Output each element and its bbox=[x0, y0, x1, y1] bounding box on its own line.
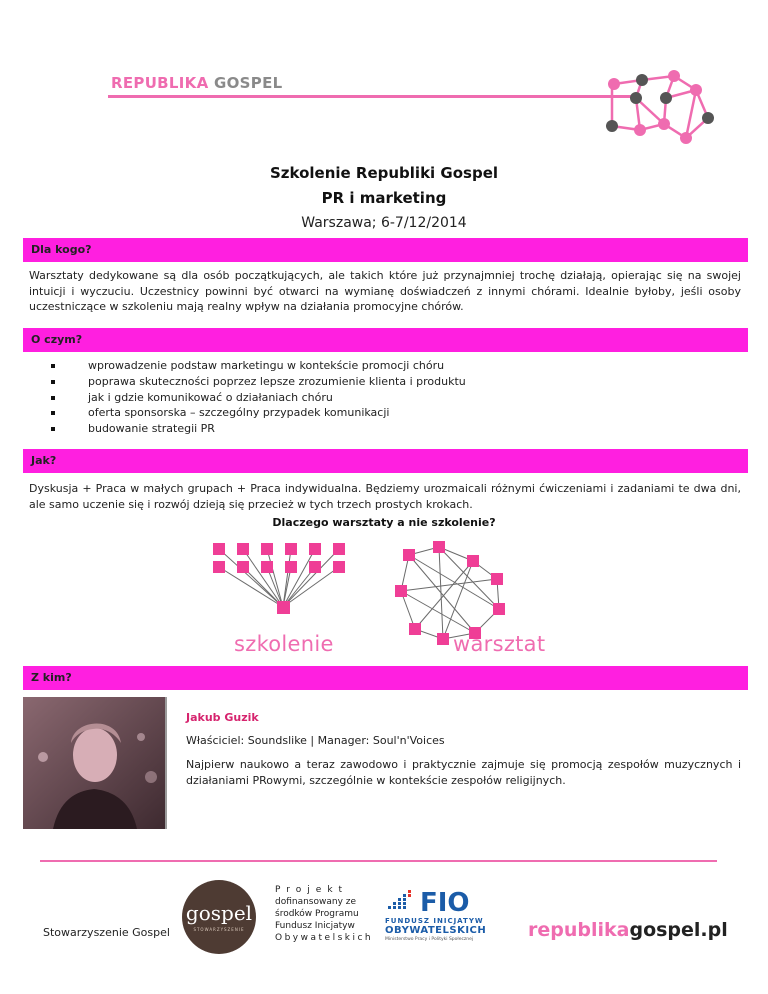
list-item: poprawa skuteczności poprzez lepsze zrozumienie klienta i produktu bbox=[48, 374, 648, 390]
list-item: budowanie strategii PR bbox=[48, 421, 648, 437]
caption-warsztat: warsztat bbox=[453, 632, 546, 656]
brand-republika: REPUBLIKA bbox=[111, 74, 209, 92]
photo-shadow bbox=[165, 697, 167, 829]
section-heading: Jak? bbox=[31, 454, 57, 467]
lecture-diagram bbox=[219, 549, 339, 607]
brand-gospel: GOSPEL bbox=[214, 74, 283, 92]
header-divider bbox=[108, 95, 636, 98]
how-text: Dyskusja + Praca w małych grupach + Praca indywidualna. Będziemy urozmaicali różnymi ćwiczeniami i zadaniami te dwa dni, ale samo uczenie się i rozwój dzieją się przecież w tych trzech prostych krokach. bbox=[29, 482, 741, 511]
person-photo-icon bbox=[23, 697, 165, 829]
gospel-logo-sub: STOWARZYSZENIE bbox=[193, 927, 245, 932]
list-item: jak i gdzie komunikować o działaniach chóru bbox=[48, 390, 648, 406]
list-item: oferta sponsorska – szczególny przypadek komunikacji bbox=[48, 405, 648, 421]
trainer-name: Jakub Guzik bbox=[186, 711, 259, 724]
section-bar-with-whom bbox=[23, 666, 748, 690]
section-bar-how bbox=[23, 449, 748, 473]
list-item: wprowadzenie podstaw marketingu w kontekście promocji chóru bbox=[48, 358, 648, 374]
trainer-photo bbox=[23, 697, 165, 829]
site-part-dark: gospel.pl bbox=[629, 919, 728, 941]
brand-name bbox=[111, 74, 282, 92]
site-part-pink: republika bbox=[528, 919, 630, 941]
page-subtitle: PR i marketing bbox=[321, 189, 447, 207]
section-heading: Dla kogo? bbox=[31, 243, 92, 256]
projekt-title: Projekt bbox=[275, 885, 349, 895]
section-bar-for-whom bbox=[23, 238, 748, 262]
projekt-line: Obywatelskich bbox=[275, 933, 374, 943]
projekt-line: Fundusz Inicjatyw bbox=[275, 921, 355, 931]
section-bar-about bbox=[23, 328, 748, 352]
topics-list bbox=[48, 358, 648, 437]
projekt-line: środków Programu bbox=[275, 909, 359, 919]
fio-logo-text: FIO bbox=[420, 888, 470, 918]
trainer-bio: Najpierw naukowo a teraz zawodowo i praktycznie zajmuje się promocją zespołów muzycznych i działaniami PRowymi, szczególnie w kontekście zespołów religijnych. bbox=[186, 758, 741, 787]
website-link[interactable] bbox=[528, 919, 728, 941]
organization-name: Stowarzyszenie Gospel bbox=[43, 926, 170, 939]
projekt-line: dofinansowany ze bbox=[275, 897, 357, 907]
gospel-logo-word: gospel bbox=[185, 901, 253, 925]
project-funding-note bbox=[275, 884, 373, 944]
section-heading: O czym? bbox=[31, 333, 83, 346]
fio-line2: OBYWATELSKICH bbox=[385, 925, 487, 936]
for-whom-text: Warsztaty dedykowane są dla osób początkujących, ale takich które już przynajmniej trochę działają, opierając się na swojej intuicji i wyczuciu. Uczestnicy powinni być otwarci na wymianę doświadczeń z innymi chórami. Idealnie byłoby, jeśli osoby uczestniczące w szkoleniu mają realny wpływ na działania promocyjne chórów. bbox=[29, 269, 741, 313]
why-title: Dlaczego warsztaty a nie szkolenie? bbox=[272, 516, 496, 529]
page-title: Szkolenie Republiki Gospel bbox=[269, 164, 499, 182]
caption-szkolenie: szkolenie bbox=[234, 632, 334, 656]
network-logo-icon bbox=[596, 68, 714, 150]
fio-ministry: Ministerstwo Pracy i Polityki Społecznej bbox=[385, 937, 474, 942]
trainer-role: Właściciel: Soundslike | Manager: Soul'n'Voices bbox=[186, 734, 445, 747]
fio-line1: FUNDUSZ INICJATYW bbox=[385, 917, 484, 925]
section-heading: Z kim? bbox=[31, 671, 72, 684]
event-date: Warszawa; 6-7/12/2014 bbox=[301, 215, 467, 231]
footer-divider bbox=[40, 860, 717, 862]
